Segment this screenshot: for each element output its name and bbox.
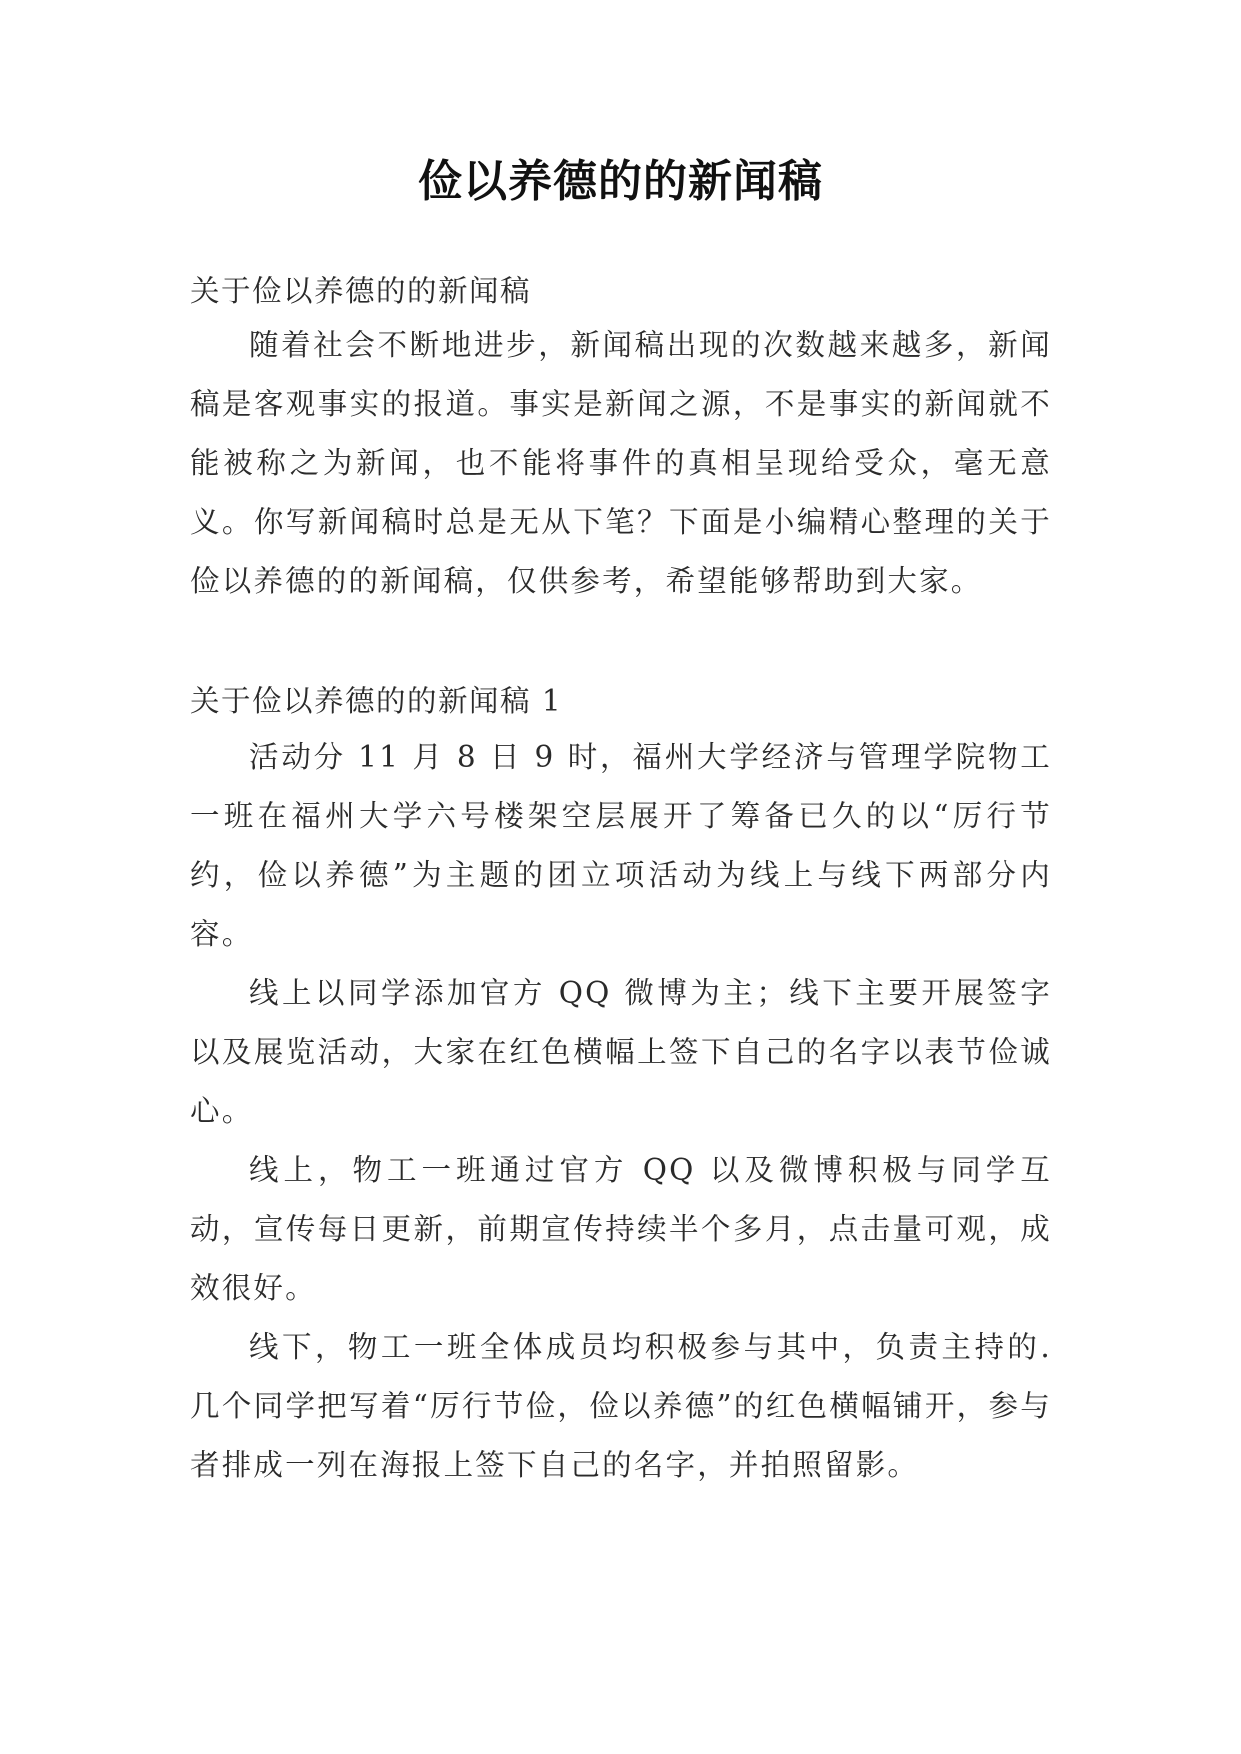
intro-block — [190, 316, 1052, 611]
section-heading: 关于俭以养德的的新闻稿 1 — [190, 684, 563, 718]
section-body — [190, 728, 1052, 1495]
intro-heading: 关于俭以养德的的新闻稿 — [190, 274, 532, 308]
paragraph-3: 线上，物工一班通过官方 QQ 以及微博积极与同学互动，宣传每日更新，前期宣传持续半个多月，点击量可观，成效很好。 — [190, 1153, 1052, 1305]
document-title: 俭以养德的的新闻稿 — [418, 156, 823, 207]
intro-paragraph: 随着社会不断地进步，新闻稿出现的次数越来越多，新闻稿是客观事实的报道。事实是新闻之源，不是事实的新闻就不能被称之为新闻，也不能将事件的真相呈现给受众，毫无意义。你写新闻稿时总是无从下笔？下面是小编精心整理的关于俭以养德的的新闻稿，仅供参考，希望能够帮助到大家。 — [190, 328, 1052, 598]
paragraph-2: 线上以同学添加官方 QQ 微博为主；线下主要开展签字以及展览活动，大家在红色横幅上签下自己的名字以表节俭诚心。 — [190, 976, 1052, 1128]
paragraph-1: 活动分 11 月 8 日 9 时，福州大学经济与管理学院物工一班在福州大学六号楼架空层展开了筹备已久的以“厉行节约，俭以养德”为主题的团立项活动为线上与线下两部分内容。 — [190, 740, 1052, 951]
paragraph-4: 线下，物工一班全体成员均积极参与其中，负责主持的.几个同学把写着“厉行节俭，俭以养德”的红色横幅铺开，参与者排成一列在海报上签下自己的名字，并拍照留影。 — [190, 1330, 1052, 1482]
